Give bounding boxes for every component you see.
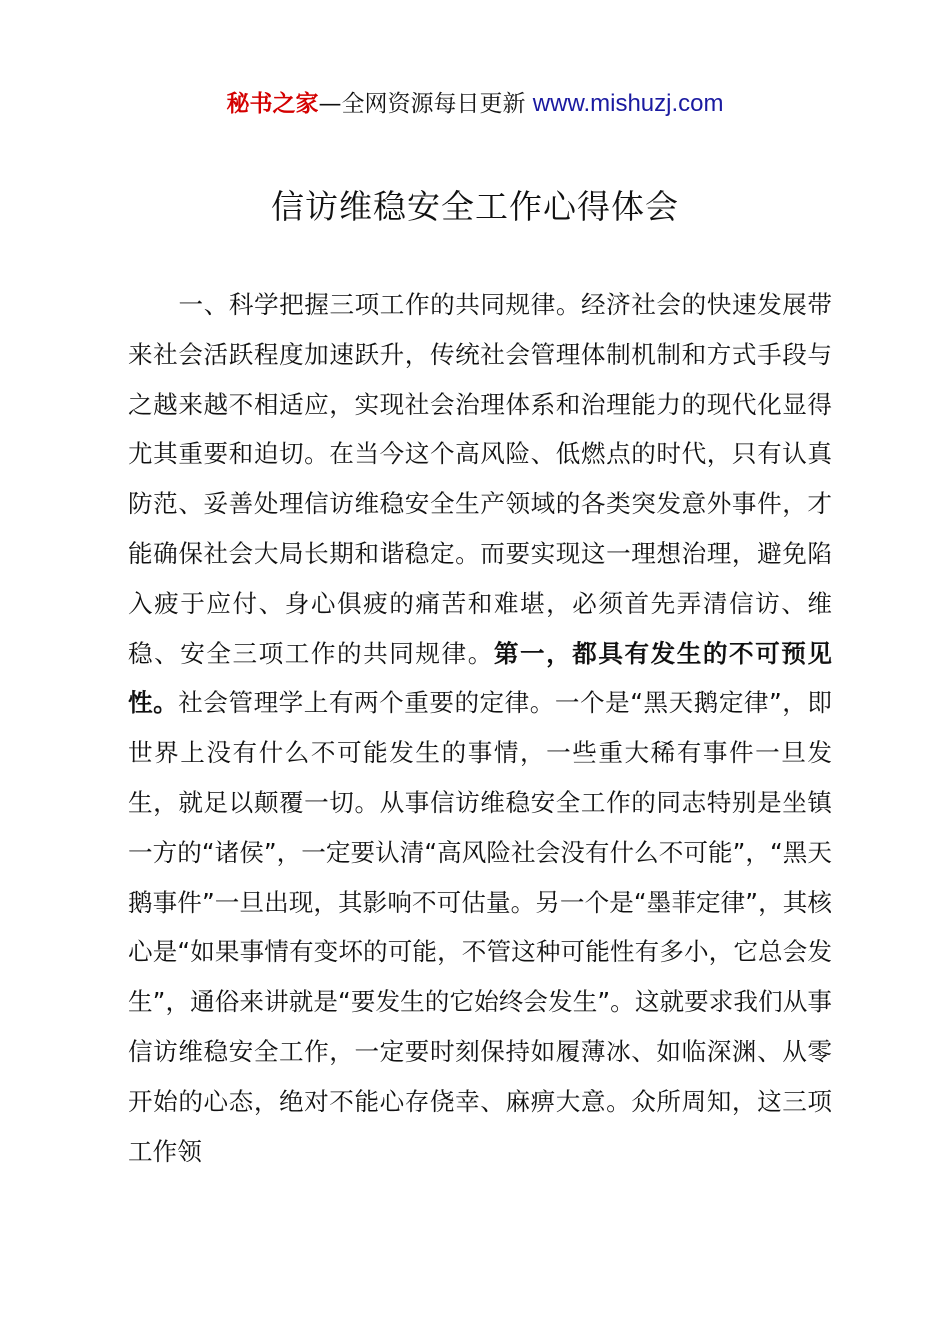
- paragraph-text-continued: 社会管理学上有两个重要的定律。一个是“黑天鹅定律”，即世界上没有什么不可能发生的事情，一些重大稀有事件一旦发生，就足以颠覆一切。从事信访维稳安全工作的同志特别是坐镇一方的“诸侯”，一定要认清“高风险社会没有什么不可能”，“黑天鹅事件”一旦出现，其影响不可估量。另一个是“墨菲定律”，其核心是“如果事情有变坏的可能，不管这种可能性有多小，它总会发生”，通俗来讲就是“要发生的它始终会发生”。这就要求我们从事信访维稳安全工作，一定要时刻保持如履薄冰、如临深渊、从零开始的心态，绝对不能心存侥幸、麻痹大意。众所周知，这三项工作领: [128, 688, 832, 1166]
- site-header: [0, 86, 950, 122]
- document-title: 信访维稳安全工作心得体会: [271, 187, 679, 226]
- paragraph-text-intro: 一、科学把握三项工作的共同规律。经济社会的快速发展带来社会活跃程度加速跃升，传统社会管理体制机制和方式手段与之越来越不相适应，实现社会治理体系和治理能力的现代化显得尤其重要和迫切。在当今这个高风险、低燃点的时代，只有认真防范、妥善处理信访维稳安全生产领域的各类突发意外事件，才能确保社会大局长期和谐稳定。而要实现这一理想治理，避免陷入疲于应付、身心俱疲的痛苦和难堪，必须首先弄清信访、维稳、安全三项工作的共同规律。: [128, 290, 832, 668]
- site-url-link[interactable]: www.mishuzj.com: [532, 90, 724, 117]
- paragraph-bold-heading: 第一，都具有发生的不可预见性。: [128, 638, 832, 718]
- body-paragraph: [128, 280, 832, 1176]
- header-slogan: —全网资源每日更新: [318, 91, 526, 117]
- brand-name: 秘书之家: [226, 91, 319, 117]
